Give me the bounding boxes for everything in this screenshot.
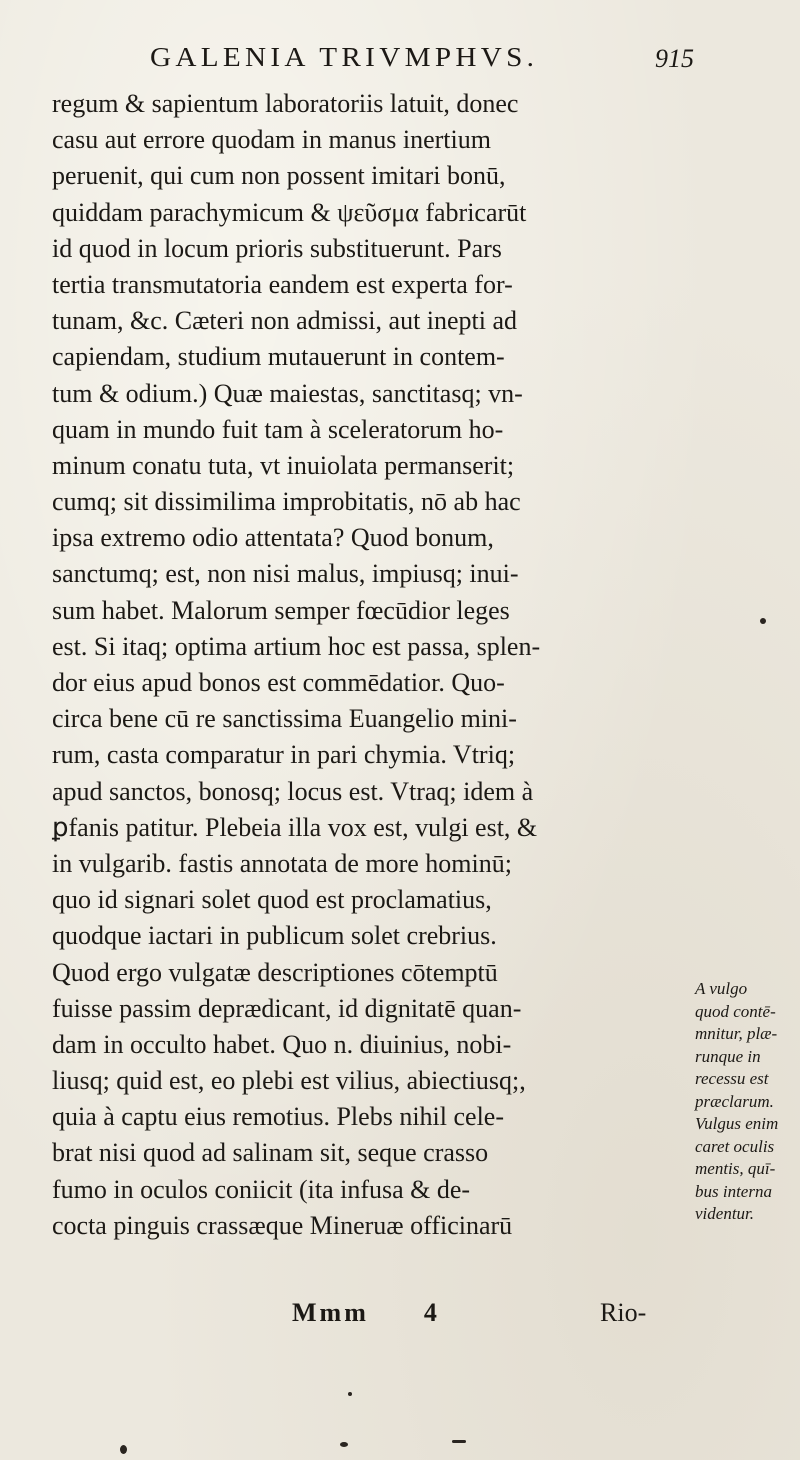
ink-speck: [452, 1440, 466, 1443]
margin-note-line-1: A vulgo: [695, 979, 748, 998]
page-number: 915: [655, 44, 694, 73]
text-line-21: ꝑfanis patitur. Plebeia illa vox est, vulgi est, &: [52, 812, 538, 842]
text-line-5: id quod in locum prioris substituerunt. Pars: [52, 233, 502, 263]
text-line-17: dor eius apud bonos est commēdatior. Quo-: [52, 668, 505, 697]
margin-note-line-8: caret oculis: [695, 1136, 775, 1156]
ink-speck: [348, 1392, 352, 1396]
margin-note-line-9: mentis, quī-: [695, 1159, 776, 1178]
margin-note-line-5: recessu est: [695, 1069, 769, 1088]
text-line-7: tunam, &c. Cæteri non admissi, aut inepti ad: [52, 306, 518, 336]
text-line-16: est. Si itaq; optima artium hoc est passa, splen-: [52, 631, 541, 661]
margin-note-line-10: bus interna: [695, 1181, 772, 1201]
signature-number: 4: [423, 1298, 440, 1327]
text-line-25: Quod ergo vulgatæ descriptiones cōtemptū: [52, 957, 498, 987]
margin-note-line-7: Vulgus enim: [695, 1114, 779, 1133]
text-line-29: quia à captu eius remotius. Plebs nihil cele-: [52, 1102, 504, 1132]
ink-speck: [340, 1442, 348, 1447]
ink-speck: [760, 618, 766, 624]
text-line-4: quiddam parachymicum & ψεῦσμα fabricarūt: [52, 197, 527, 227]
running-head: GALENIA TRIVMPHVS.: [150, 42, 539, 72]
page-footer: [292, 1298, 762, 1328]
text-line-15: sum habet. Malorum semper fœcūdior leges: [52, 595, 510, 625]
margin-note-line-4: runque in: [695, 1046, 761, 1066]
ink-speck: [120, 1445, 127, 1454]
text-line-3: peruenit, qui cum non possent imitari bonū,: [52, 161, 506, 191]
text-line-27: dam in occulto habet. Quo n. diuinius, nobi-: [52, 1029, 512, 1059]
text-line-19: rum, casta comparatur in pari chymia. Vtriq;: [52, 740, 516, 770]
text-line-23: quo id signari solet quod est proclamatius,: [52, 885, 492, 915]
text-line-20: apud sanctos, bonosq; locus est. Vtraq; idem à: [52, 776, 534, 806]
text-line-1: regum & sapientum laboratoriis latuit, donec: [52, 89, 519, 118]
catchword: Rio-: [600, 1298, 647, 1327]
text-line-10: quam in mundo fuit tam à sceleratorum ho-: [52, 414, 504, 444]
text-line-31: fumo in oculos coniicit (ita infusa & de-: [52, 1174, 471, 1204]
main-text-block: [52, 86, 742, 1244]
text-line-22: in vulgarib. fastis annotata de more hominū;: [52, 848, 512, 878]
text-line-28: liusq; quid est, eo plebi est vilius, abiectiusq;,: [52, 1066, 526, 1096]
text-line-8: capiendam, studium mutauerunt in contem-: [52, 342, 505, 372]
text-line-32: cocta pinguis crassæque Mineruæ officinarū: [52, 1210, 513, 1240]
marginal-note: [695, 978, 795, 1226]
text-line-2: casu aut errore quodam in manus inertium: [52, 125, 491, 155]
text-line-11: minum conatu tuta, vt inuiolata permanserit;: [52, 450, 515, 480]
margin-note-line-3: mnitur, plæ-: [695, 1024, 778, 1043]
margin-note-line-11: videntur.: [695, 1204, 755, 1223]
text-line-9: tum & odium.) Quæ maiestas, sanctitasq; vn-: [52, 378, 523, 408]
text-line-26: fuisse passim deprædicant, id dignitatē quan-: [52, 993, 522, 1023]
text-line-18: circa bene cū re sanctissima Euangelio mini-: [52, 704, 517, 734]
text-line-12: cumq; sit dissimilima improbitatis, nō ab hac: [52, 487, 521, 517]
margin-note-line-2: quod contē-: [695, 1001, 776, 1021]
text-line-13: ipsa extremo odio attentata? Quod bonum,: [52, 523, 494, 553]
text-line-14: sanctumq; est, non nisi malus, impiusq; inui-: [52, 559, 519, 589]
margin-note-line-6: præclarum.: [695, 1091, 774, 1111]
text-line-24: quodque iactari in publicum solet crebrius.: [52, 921, 497, 951]
signature-mark: [292, 1298, 440, 1328]
text-line-30: brat nisi quod ad salinam sit, seque crasso: [52, 1138, 489, 1168]
page-header: [150, 40, 790, 84]
text-line-6: tertia transmutatoria eandem est experta for-: [52, 269, 513, 299]
signature-letters: Mmm: [292, 1298, 369, 1327]
